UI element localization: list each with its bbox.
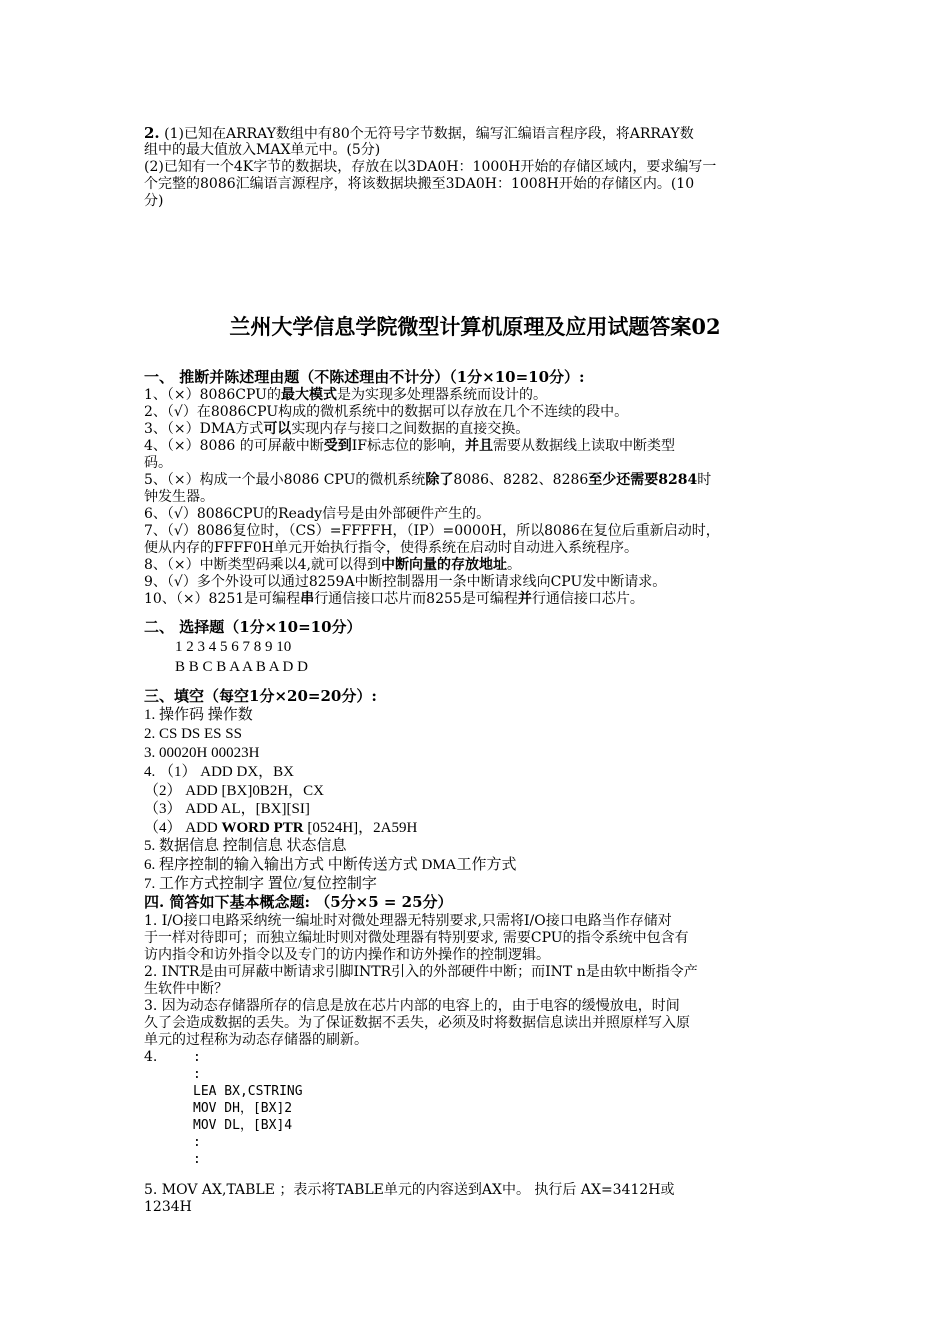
q2-text-1: (1)已知在ARRAY数组中有80个无符号字节数据，编写汇编语言程序段，将ARRAY数 bbox=[164, 126, 694, 142]
code-line: : bbox=[193, 1050, 201, 1065]
item-5-line-2: 1234H bbox=[144, 1199, 192, 1215]
fill-line: 3. 00020H 00023H bbox=[144, 745, 260, 761]
s1-item: 4、（×）8086 的可屏蔽中断受到IF标志位的影响，并且需要从数据线上读取中断类型 bbox=[144, 438, 675, 454]
choice-answers: B B C B A A B A D D bbox=[175, 659, 308, 675]
s1-item: 码。 bbox=[144, 455, 172, 471]
section-1-heading: 一、 推断并陈述理由题（不陈述理由不计分）（1分×10=10分）: bbox=[144, 368, 585, 386]
s1-item: 钟发生器。 bbox=[144, 489, 214, 505]
fill-line: 2. CS DS ES SS bbox=[144, 726, 242, 742]
s1-item: 6、（√）8086CPU的Ready信号是由外部硬件产生的。 bbox=[144, 506, 491, 522]
s1-item: 8、（×）中断类型码乘以4,就可以得到中断向量的存放地址。 bbox=[144, 557, 521, 573]
answer-line: 久了会造成数据的丢失。为了保证数据不丢失，必须及时将数据信息读出并照原样写入原 bbox=[144, 1015, 690, 1031]
section-3-heading: 三、填空（每空1分×20=20分）: bbox=[144, 687, 377, 705]
s1-item: 10、（×）8251是可编程串行通信接口芯片而8255是可编程并行通信接口芯片。 bbox=[144, 591, 644, 607]
s1-item: 1、（×）8086CPU的最大模式是为实现多处理器系统而设计的。 bbox=[144, 387, 547, 403]
answer-line: 单元的过程称为动态存储器的刷新。 bbox=[144, 1032, 368, 1048]
code-line: LEA BX,CSTRING bbox=[193, 1084, 303, 1099]
fill-line: （4） ADD WORD PTR [0524H]，2A59H bbox=[144, 820, 418, 836]
q2-line-1 bbox=[144, 125, 694, 143]
fill-line: 1. 操作码 操作数 bbox=[144, 707, 253, 723]
s1-item: 3、（×）DMA方式可以实现内存与接口之间数据的直接交换。 bbox=[144, 421, 530, 437]
s1-item: 5、（×）构成一个最小8086 CPU的微机系统除了8086、8282、8286至少还需要8284时 bbox=[144, 472, 712, 488]
section-2-heading: 二、 选择题（1分×10=10分） bbox=[144, 618, 362, 636]
item-4-label: 4. bbox=[144, 1049, 158, 1065]
fill-line: 7. 工作方式控制字 置位/复位控制字 bbox=[144, 876, 377, 892]
fill-line: 4. （1） ADD DX，BX bbox=[144, 764, 295, 780]
code-line: MOV DL，[BX]4 bbox=[193, 1118, 293, 1133]
q2-line-2: 组中的最大值放入MAX单元中。(5分) bbox=[144, 142, 381, 158]
q2-line-5: 分) bbox=[144, 193, 164, 209]
s1-item: 7、（√）8086复位时，（CS）=FFFFH，（IP）=0000H，所以8086在复位后重新启动时， bbox=[144, 523, 720, 539]
code-line: : bbox=[193, 1067, 201, 1082]
q2-number: 2. bbox=[144, 124, 160, 142]
q2-line-4: 个完整的8086汇编语言源程序，将该数据块搬至3DA0H：1008H开始的存储区内。(10 bbox=[144, 176, 695, 192]
answer-line: 访内指令和访外指令以及专门的访内操作和访外操作的控制逻辑。 bbox=[144, 947, 550, 963]
answer-line: 3. 因为动态存储器所存的信息是放在芯片内部的电容上的，由于电容的缓慢放电，时间 bbox=[144, 998, 680, 1014]
code-line: : bbox=[193, 1135, 201, 1150]
s1-item: 2、（√）在8086CPU构成的微机系统中的数据可以存放在几个不连续的段中。 bbox=[144, 404, 629, 420]
answer-line: 于一样对待即可；而独立编址时则对微处理器有特别要求, 需要CPU的指令系统中包含有 bbox=[144, 930, 689, 946]
answer-line: 2. INTR是由可屏蔽中断请求引脚INTR引入的外部硬件中断；而INT n是由软中断指令产 bbox=[144, 964, 698, 980]
s1-item: 9、（√）多个外设可以通过8259A中断控制器用一条中断请求线向CPU发中断请求。 bbox=[144, 574, 667, 590]
fill-line: （2） ADD [BX]0B2H，CX bbox=[144, 783, 325, 799]
s1-item: 便从内存的FFFF0H单元开始执行指令，使得系统在启动时自动进入系统程序。 bbox=[144, 540, 638, 556]
code-line: MOV DH，[BX]2 bbox=[193, 1101, 293, 1116]
item-5-line-1: 5. MOV AX,TABLE ；表示将TABLE单元的内容送到AX中。 执行后 AX=3412H或 bbox=[144, 1182, 675, 1198]
fill-line: 6. 程序控制的输入输出方式 中断传送方式 DMA工作方式 bbox=[144, 857, 517, 873]
section-4-heading: 四. 简答如下基本概念题: （5分×5 = 25分） bbox=[144, 893, 453, 911]
answer-line: 生软件中断？ bbox=[144, 981, 228, 997]
answer-line: 1. I/O接口电路采纳统一编址时对微处理器无特别要求,只需将I/O接口电路当作存储对 bbox=[144, 913, 672, 929]
fill-line: （3） ADD AL，[BX][SI] bbox=[144, 801, 310, 817]
page-title: 兰州大学信息学院微型计算机原理及应用试题答案02 bbox=[229, 314, 721, 339]
choice-numbers: 1 2 3 4 5 6 7 8 9 10 bbox=[175, 639, 292, 655]
code-line: : bbox=[193, 1152, 201, 1167]
fill-line: 5. 数据信息 控制信息 状态信息 bbox=[144, 838, 347, 854]
q2-line-3: (2)已知有一个4K字节的数据块，存放在以3DA0H：1000H开始的存储区域内，要求编写一 bbox=[144, 159, 717, 175]
